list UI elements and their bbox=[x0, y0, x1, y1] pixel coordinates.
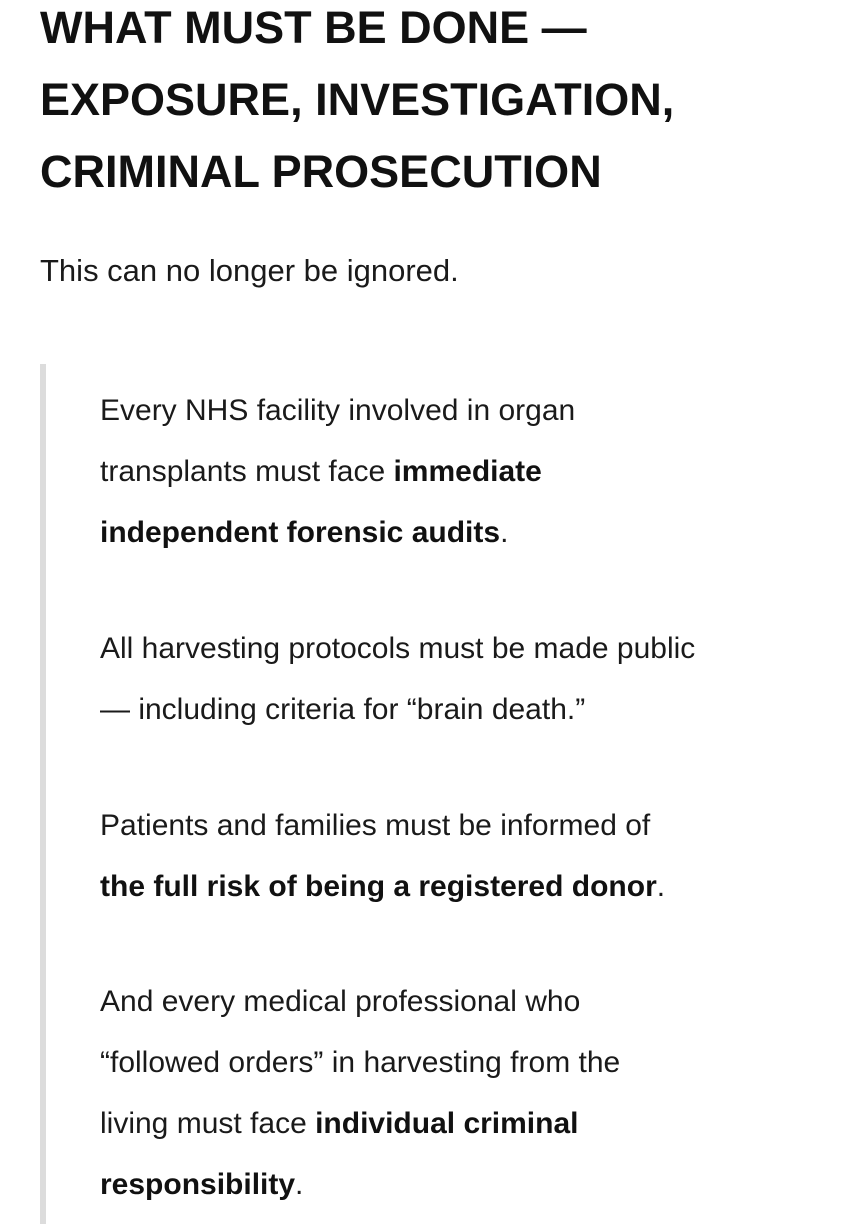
text-run: . bbox=[656, 870, 666, 903]
text-run: living must face bbox=[100, 1107, 316, 1140]
text-run: . bbox=[295, 1168, 304, 1201]
intro-paragraph: This can no longer be ignored. bbox=[40, 253, 459, 288]
heading-line-3: CRIMINAL PROSECUTION bbox=[40, 146, 602, 197]
quote-paragraph-professionals bbox=[100, 971, 620, 1215]
text-line bbox=[100, 1154, 620, 1215]
quote-paragraph-patients bbox=[100, 795, 665, 917]
text-line: “followed orders” in harvesting from the bbox=[100, 1046, 621, 1079]
text-line bbox=[100, 441, 575, 502]
bold-text: independent forensic audits bbox=[100, 516, 501, 549]
section-heading bbox=[40, 0, 840, 208]
bold-text: the full risk of being a registered donor bbox=[100, 870, 657, 903]
text-run: transplants must face bbox=[100, 455, 394, 488]
heading-line-1: WHAT MUST BE DONE — bbox=[40, 2, 587, 53]
bold-text: responsibility bbox=[100, 1168, 296, 1201]
text-line bbox=[100, 856, 665, 917]
quote-paragraph-protocols bbox=[100, 618, 695, 740]
text-line bbox=[100, 1093, 620, 1154]
text-line: Patients and families must be informed of bbox=[100, 809, 651, 842]
bold-text: immediate bbox=[393, 455, 542, 488]
bold-text: individual criminal bbox=[315, 1107, 579, 1140]
text-line: And every medical professional who bbox=[100, 985, 581, 1018]
text-line: All harvesting protocols must be made public bbox=[100, 632, 696, 665]
blockquote bbox=[40, 364, 846, 1224]
heading-line-2: EXPOSURE, INVESTIGATION, bbox=[40, 74, 675, 125]
text-line bbox=[100, 502, 575, 563]
text-run: . bbox=[500, 516, 509, 549]
quote-paragraph-audits bbox=[100, 380, 575, 563]
text-line: Every NHS facility involved in organ bbox=[100, 394, 576, 427]
text-line: — including criteria for “brain death.” bbox=[100, 693, 586, 726]
